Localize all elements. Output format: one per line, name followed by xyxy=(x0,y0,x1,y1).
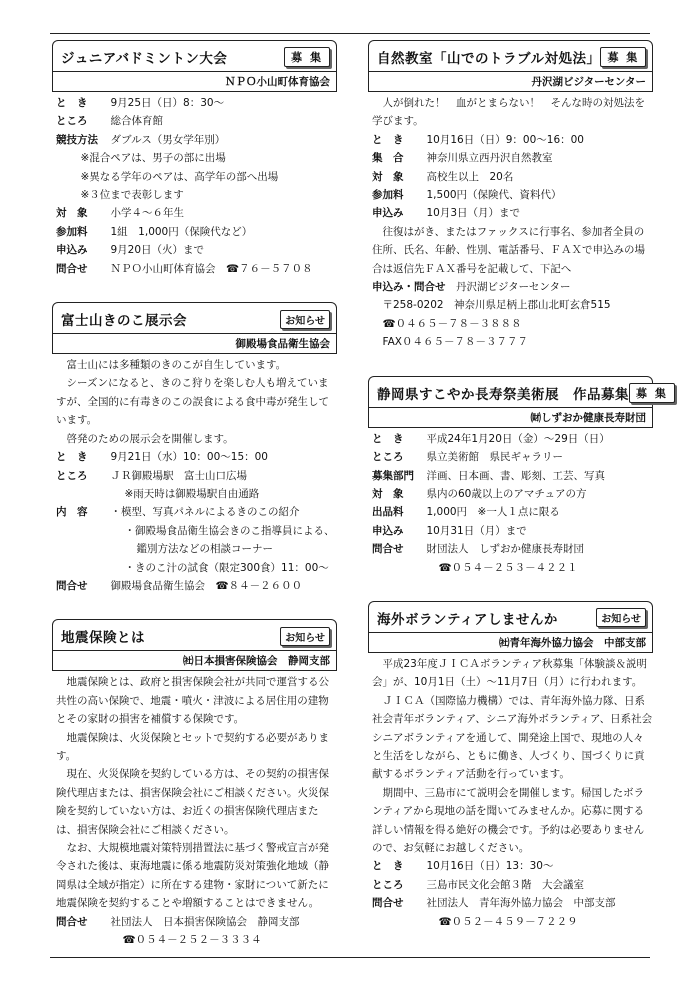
notice-row xyxy=(372,857,653,875)
row-value: 平成24年1月20日（金）～29日（日） xyxy=(426,432,610,445)
row-value: ☎０５４－２５３－４２２１ xyxy=(438,561,578,574)
notice-row xyxy=(372,204,653,222)
notice-body xyxy=(368,653,653,931)
recruit-badge: 募 集 xyxy=(600,47,646,67)
row-value: 三島市民文化会館３階 大会議室 xyxy=(426,878,584,891)
notice-row xyxy=(56,168,337,186)
row-value: 財団法人 しずおか健康長寿財団 xyxy=(426,543,584,556)
notice-earthquake-insurance xyxy=(52,619,337,949)
notice-row xyxy=(56,559,337,577)
notice-badminton xyxy=(52,40,337,278)
notice-row xyxy=(372,467,653,485)
row-value: ☎０５２－４５９－７２２９ xyxy=(438,915,578,928)
info-badge: お知らせ xyxy=(280,310,330,329)
notice-row xyxy=(56,149,337,167)
row-label xyxy=(56,522,114,540)
notice-row xyxy=(372,894,653,912)
row-label xyxy=(56,149,70,167)
notice-row xyxy=(56,467,337,485)
notice-mushroom-exhibit xyxy=(52,302,337,595)
notice-header xyxy=(52,302,337,354)
notice-row xyxy=(372,168,653,186)
row-label: と き xyxy=(372,133,404,146)
notice-paragraph: 平成23年度ＪＩＣＡボランティア秋募集「体験談＆説明会」が、10月1日（土）～11月7日（月）に行われます。 xyxy=(372,657,648,689)
notice-row xyxy=(56,131,337,149)
left-column xyxy=(52,40,337,973)
notice-row xyxy=(56,522,337,540)
recruit-badge: 募 集 xyxy=(284,47,330,67)
row-value: 神奈川県立西丹沢自然教室 xyxy=(426,152,553,165)
row-value: 総合体育館 xyxy=(110,115,163,128)
row-label: と き xyxy=(56,97,88,109)
notice-row xyxy=(56,204,337,222)
row-value: 洋画、日本画、書、彫刻、工芸、写真 xyxy=(426,469,605,482)
notice-row xyxy=(56,241,337,259)
row-value: 9月25日（日）8：30～ xyxy=(110,97,225,109)
row-label: 申込み xyxy=(56,244,88,257)
notice-header xyxy=(368,601,653,653)
row-value: ダブルス（男女学年別） xyxy=(110,133,226,146)
notice-header xyxy=(52,619,337,671)
notice-body xyxy=(368,428,653,577)
notice-row xyxy=(56,485,337,503)
row-label: と き xyxy=(372,432,404,445)
row-label: 内 容 xyxy=(56,506,88,519)
row-value: FAX０４６５－７８－３７７７ xyxy=(382,336,528,349)
notice-title: 富士山きのこ展示会 xyxy=(61,313,187,330)
notice-paragraph: ＪＩＣＡ（国際協力機構）では、青年海外協力隊、日系社会青年ボランティア、シニア海外ボランティア、日系社会シニアボランティアを通して、開発途上国で、現地の人々と生活をしながら、ともに働き、人づくり、国づくりに貢献するボランティア活動を行っています。 xyxy=(372,694,653,781)
row-label: 問合せ xyxy=(56,262,88,275)
info-badge: お知らせ xyxy=(280,627,330,646)
row-value: 10月16日（日）9：00～16：00 xyxy=(426,133,584,146)
notice-paragraph: なお、大規模地震対策特別措置法に基づく警戒宣言が発令された後は、東海地震に係る地震防災対策強化地域（静岡県は全域が指定）に所在する建物・家財について新たに地震保険を契約することや増額することはできません。 xyxy=(56,842,329,910)
notice-row xyxy=(372,559,653,577)
row-value: ※異なる学年のペアは、高学年の部へ出場 xyxy=(80,170,279,183)
notice-row xyxy=(372,448,653,466)
notice-row xyxy=(56,503,337,521)
row-value: 県立美術館 県民ギャラリー xyxy=(426,451,563,464)
row-value: 1組 1,000円（保険代など） xyxy=(110,225,253,238)
notice-row xyxy=(56,94,337,112)
row-label: と き xyxy=(56,451,88,464)
row-value: 丹沢湖ビジターセンター xyxy=(456,281,571,294)
row-label: 問合せ xyxy=(372,897,404,910)
row-value: 10月31日（月）まで xyxy=(426,524,527,537)
notice-row xyxy=(56,260,337,278)
notice-title: 海外ボランティアしませんか xyxy=(377,611,558,628)
notice-row xyxy=(56,931,337,949)
row-label: ところ xyxy=(372,451,404,464)
notice-body xyxy=(52,354,337,595)
notice-paragraph: 啓発のための展示会を開催します。 xyxy=(66,432,234,445)
row-value: 小学４～６年生 xyxy=(110,207,184,220)
notice-row xyxy=(372,333,653,351)
row-value: ＪＲ御殿場駅 富士山口広場 xyxy=(110,469,247,482)
notice-row xyxy=(372,430,653,448)
row-label: 問合せ xyxy=(56,915,88,928)
row-value: ・模型、写真パネルによるきのこの紹介 xyxy=(110,506,300,519)
row-value: ☎０４６５－７８－３８８８ xyxy=(382,317,522,330)
notice-row xyxy=(56,913,337,931)
row-label: 競技方法 xyxy=(56,133,98,146)
row-label xyxy=(56,540,126,558)
notice-row xyxy=(56,112,337,130)
row-value: 高校生以上 20名 xyxy=(426,170,514,183)
row-value: ☎０５４－２５２－３３３４ xyxy=(122,934,262,947)
notice-row xyxy=(372,540,653,558)
row-value: 県内の60歳以上のアマチュアの方 xyxy=(426,487,587,500)
row-label: ところ xyxy=(56,115,88,128)
row-label: 出品料 xyxy=(372,506,404,519)
notice-paragraph: 人が倒れた！ 血がとまらない！ そんな時の対処法を学びます。 xyxy=(372,97,645,128)
row-label: 申込み xyxy=(372,524,404,537)
row-value: 〒258-0202 神奈川県足柄上郡山北町玄倉515 xyxy=(382,299,611,312)
notice-title: 自然教室「山でのトラブル対処法」 xyxy=(377,51,601,67)
notice-row xyxy=(372,913,653,931)
row-label xyxy=(372,559,428,577)
notice-paragraph: 地震保険とは、政府と損害保険会社が共同で運営する公共性の高い保険で、地震・噴火・津波による居住用の建物とその家財の損害を補償する保険です。 xyxy=(56,676,329,726)
notice-paragraph: 富士山には多種類のきのこが自生しています。 xyxy=(66,359,287,372)
row-value: ※雨天時は御殿場駅自由通路 xyxy=(124,487,260,500)
row-label: 参加料 xyxy=(372,189,404,202)
notice-body xyxy=(52,671,337,949)
row-label xyxy=(56,931,112,949)
notice-organizer: ㈶しずおか健康長寿財団 xyxy=(369,407,652,427)
row-value: ・きのこ汁の試食（限定300食）11：00～ xyxy=(124,561,329,574)
row-label: 募集部門 xyxy=(372,469,414,482)
row-value: 1,500円（保険代、資料代） xyxy=(426,189,562,202)
notice-row xyxy=(372,522,653,540)
notice-organizer: ㈳日本損害保険協会 静岡支部 xyxy=(53,650,336,670)
row-label: 対 象 xyxy=(56,207,88,220)
row-value: ※混合ペアは、男子の部に出場 xyxy=(80,152,226,165)
row-label: と き xyxy=(372,860,404,873)
row-label: 申込み・問合せ xyxy=(372,281,446,294)
top-rule xyxy=(50,33,650,34)
row-value: ＮＰＯ小山町体育協会 ☎７６－５７０８ xyxy=(110,262,313,275)
right-column xyxy=(368,40,668,955)
notice-organizer: ＮＰＯ小山町体育協会 xyxy=(53,71,336,91)
row-label: 対 象 xyxy=(372,170,404,183)
notice-row xyxy=(56,540,337,558)
notice-header xyxy=(368,40,653,92)
row-label: 申込み xyxy=(372,207,404,220)
row-value: 1,000円 ※一人１点に限る xyxy=(426,506,560,519)
notice-row xyxy=(372,315,653,333)
row-value: 9月21日（水）10：00～15：00 xyxy=(110,451,268,464)
row-label xyxy=(56,559,114,577)
row-value: 9月20日（火）まで xyxy=(110,244,205,257)
notice-nature-class xyxy=(368,40,653,352)
row-value: ・御殿場食品衛生協会きのこ指導員による、 xyxy=(124,524,335,537)
notice-title: 静岡県すこやか長寿祭美術展 作品募集 xyxy=(377,386,629,403)
notice-row xyxy=(372,131,653,149)
row-label xyxy=(56,485,114,503)
notice-organizer: ㈳青年海外協力協会 中部支部 xyxy=(369,632,652,652)
row-label xyxy=(56,168,70,186)
notice-row xyxy=(56,186,337,204)
notice-paragraph: 期間中、三島市にて説明会を開催します。帰国したボランティアから現地の話を聞いてみませんか。応募に関する詳しい情報を得る絶好の機会です。予約は必要ありませんので、お気軽にお越しください。 xyxy=(372,786,645,854)
notice-organizer: 丹沢湖ビジターセンター xyxy=(369,71,652,91)
notice-row xyxy=(56,448,337,466)
row-label xyxy=(56,186,70,204)
row-label: 問合せ xyxy=(372,543,404,556)
row-value: 10月16日（日）13：30～ xyxy=(426,860,554,873)
notice-row xyxy=(372,278,653,296)
row-label: 参加料 xyxy=(56,225,88,238)
row-label: 集 合 xyxy=(372,152,404,165)
notice-row xyxy=(372,296,653,314)
info-badge: お知らせ xyxy=(596,608,646,627)
notice-row xyxy=(56,223,337,241)
row-label: 対 象 xyxy=(372,487,404,500)
notice-row xyxy=(372,876,653,894)
notice-paragraph: 現在、火災保険を契約している方は、その契約の損害保険代理店または、損害保険会社にご相談ください。火災保険を契約していない方は、お近くの損害保険代理店または、損害保険会社にご相談ください。 xyxy=(56,768,329,836)
row-value: 社団法人 青年海外協力協会 中部支部 xyxy=(426,897,616,910)
notice-row xyxy=(372,149,653,167)
row-value: 御殿場食品衛生協会 ☎８４－２６００ xyxy=(110,579,303,592)
notice-row xyxy=(372,186,653,204)
notice-header xyxy=(368,376,668,428)
row-value: 鑑別方法などの相談コーナー xyxy=(136,543,273,556)
notice-organizer: 御殿場食品衛生協会 xyxy=(53,333,336,353)
notice-header xyxy=(52,40,337,92)
notice-row xyxy=(372,503,653,521)
row-value: 社団法人 日本損害保険協会 静岡支部 xyxy=(110,915,300,928)
notice-paragraph: シーズンになると、きのこ狩りを楽しむ人も増えていますが、全国的に有毒きのこの誤食による食中毒が発生しています。 xyxy=(56,377,329,427)
notice-overseas-volunteer xyxy=(368,601,653,931)
notice-body xyxy=(52,92,337,278)
notice-title: ジュニアバドミントン大会 xyxy=(61,51,228,67)
notice-row xyxy=(56,577,337,595)
row-value: ※３位まで表彰します xyxy=(80,189,184,202)
row-label: ところ xyxy=(56,469,88,482)
notice-art-exhibition xyxy=(368,376,668,577)
notice-title: 地震保険とは xyxy=(61,630,145,647)
row-label xyxy=(372,913,428,931)
notice-row xyxy=(372,485,653,503)
row-label: ところ xyxy=(372,878,404,891)
row-value: 10月3日（月）まで xyxy=(426,207,521,220)
row-label: 問合せ xyxy=(56,579,88,592)
notice-body xyxy=(368,92,653,352)
notice-paragraph: 地震保険は、火災保険とセットで契約する必要があります。 xyxy=(56,731,329,762)
recruit-badge: 募 集 xyxy=(629,383,675,403)
notice-paragraph: 往復はがき、またはファックスに行事名、参加者全員の住所、氏名、年齢、性別、電話番号、ＦＡＸで申込みの場合は返信先ＦＡＸ番号を記載して、下記へ xyxy=(372,225,645,275)
